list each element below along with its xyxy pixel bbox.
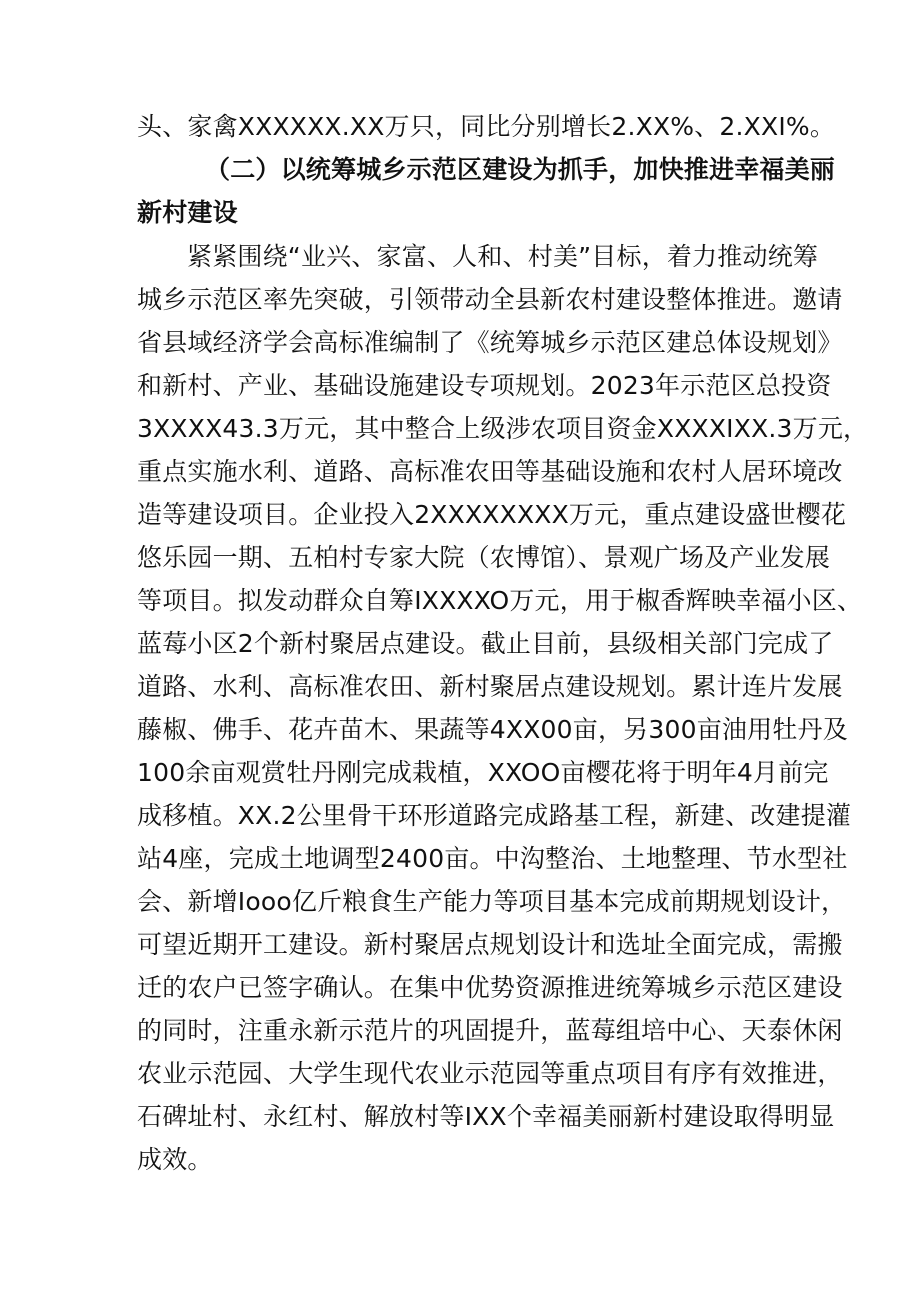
section-heading-line: （二）以统筹城乡示范区建设为抓手，加快推进幸福美丽 bbox=[205, 155, 836, 184]
body-text-line: 头、家禽XXXXXX.XX万只，同比分别增长2.XX%、2.XXI%。 bbox=[137, 112, 836, 141]
body-text-line: 等项目。拟发动群众自筹IXXXXO万元，用于椒香辉映幸福小区、 bbox=[137, 586, 863, 615]
body-text-line: 3XXXX43.3万元，其中整合上级涉农项目资金XXXXIXX.3万元， bbox=[137, 414, 869, 443]
body-text-line: 重点实施水利、道路、高标准农田等基础设施和农村人居环境改 bbox=[137, 457, 843, 486]
section-heading-line: 新村建设 bbox=[137, 198, 238, 227]
body-text-line: 藤椒、佛手、花卉苗木、果蔬等4XX00亩，另300亩油用牡丹及 bbox=[137, 715, 848, 744]
body-text-line: 道路、水利、高标准农田、新村聚居点建设规划。累计连片发展 bbox=[137, 672, 843, 701]
paragraph-first-line: 紧紧围绕“业兴、家富、人和、村美”目标，着力推动统筹 bbox=[187, 242, 819, 271]
body-text-line: 和新村、产业、基础设施建设专项规划。2023年示范区总投资 bbox=[137, 371, 832, 400]
body-text-line: 造等建设项目。企业投入2XXXXXXXX万元，重点建设盛世樱花 bbox=[137, 500, 847, 529]
body-text-line: 迁的农户已签字确认。在集中优势资源推进统筹城乡示范区建设 bbox=[137, 973, 843, 1002]
body-text-line: 站4座，完成土地调型2400亩。中沟整治、土地整理、节水型社 bbox=[137, 844, 848, 873]
body-text-line: 省县域经济学会高标准编制了《统筹城乡示范区建总体设规划》 bbox=[137, 328, 843, 357]
body-text-line: 会、新增Iooo亿斤粮食生产能力等项目基本完成前期规划设计， bbox=[137, 887, 847, 916]
body-text-line: 成移植。XX.2公里骨干环形道路完成路基工程，新建、改建提灌 bbox=[137, 801, 852, 830]
body-text-line: 石碑址村、永红村、解放村等IXX个幸福美丽新村建设取得明显 bbox=[137, 1102, 835, 1131]
body-text-line: 蓝莓小区2个新村聚居点建设。截止目前，县级相关部门完成了 bbox=[137, 629, 834, 658]
body-text-line: 农业示范园、大学生现代农业示范园等重点项目有序有效推进， bbox=[137, 1059, 843, 1088]
body-text-line: 100余亩观赏牡丹刚完成栽植，XXOO亩樱花将于明年4月前完 bbox=[137, 758, 829, 787]
body-text-line: 成效。 bbox=[137, 1145, 213, 1174]
body-text-line: 悠乐园一期、五柏村专家大院（农博馆）、景观广场及产业发展 bbox=[137, 543, 831, 572]
body-text-line: 的同时，注重永新示范片的巩固提升，蓝莓组培中心、天泰休闲 bbox=[137, 1016, 843, 1045]
body-text-line: 可望近期开工建设。新村聚居点规划设计和选址全面完成，需搬 bbox=[137, 930, 843, 959]
body-text-line: 城乡示范区率先突破，引领带动全县新农村建设整体推进。邀请 bbox=[137, 285, 843, 314]
